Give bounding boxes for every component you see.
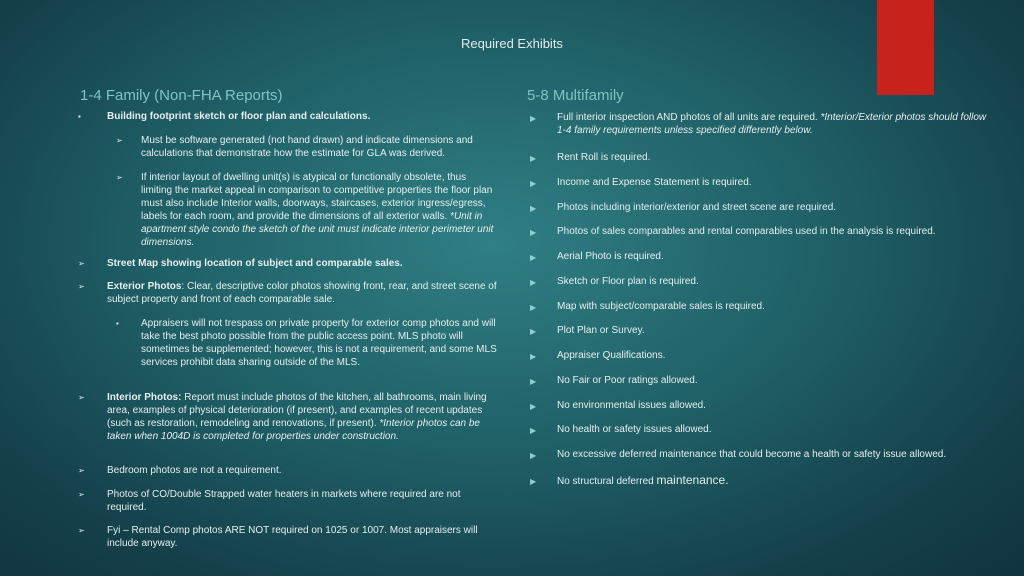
- arrow-bullet-icon: ➢: [78, 490, 85, 499]
- arrow-bullet-icon: ➢: [116, 136, 123, 145]
- item-text: Income and Expense Statement is required.: [557, 177, 752, 188]
- sub-bullet-interior-layout: [78, 171, 498, 249]
- bullet-rental-comp: [78, 524, 498, 550]
- slide-title: Required Exhibits: [461, 36, 563, 51]
- item-text: Photos including interior/exterior and street scene are required.: [557, 202, 837, 213]
- list-item: [527, 374, 1007, 387]
- sub-bullet-trespass: [78, 317, 498, 369]
- triangle-bullet-icon: ▶: [530, 228, 537, 237]
- item-text: Aerial Photo is required.: [557, 251, 664, 262]
- list-item: [527, 448, 1017, 461]
- arrow-bullet-icon: ➢: [78, 282, 85, 291]
- right-column-heading: 5-8 Multifamily: [527, 87, 624, 104]
- list-item: [527, 300, 1007, 313]
- list-item: [527, 474, 1007, 488]
- triangle-bullet-icon: ▶: [530, 204, 537, 213]
- bullet-text: Street Map showing location of subject and comparable sales.: [107, 258, 403, 269]
- arrow-bullet-icon: ➢: [78, 259, 85, 268]
- bullet-text: Bedroom photos are not a requirement.: [107, 465, 282, 476]
- bullet-text: Appraisers will not trespass on private property for exterior comp photos and will take the best photo possible from the public access point. MLS photo will sometimes be supplemented; however, this is not a requirement, and some MLS services prohibit data sharing outside of the MLS.: [141, 318, 497, 368]
- bullet-text: If interior layout of dwelling unit(s) is atypical or functionally obsolete, thus limiting the market appeal in comparison to competitive properties the floor plan must also include Interior walls, doorways, staircases, exterior ingress/egress, labels for each room, and provide the dimensions of all exterior walls.: [141, 172, 493, 222]
- bullet-italic-note: *Interior photos can be taken when 1004D is completed for properties under construction.: [107, 418, 480, 442]
- list-item: [527, 225, 1007, 238]
- triangle-bullet-icon: ▶: [530, 402, 537, 411]
- triangle-bullet-icon: ▶: [530, 303, 537, 312]
- bullet-text: Photos of CO/Double Strapped water heaters in markets where required are not required.: [107, 489, 461, 513]
- list-item: [527, 176, 1007, 189]
- bullet-label: Interior Photos:: [107, 392, 182, 403]
- arrow-bullet-icon: ➢: [78, 466, 85, 475]
- list-item: [527, 349, 1007, 362]
- bullet-label: Exterior Photos: [107, 281, 182, 292]
- bullet-text: Report must include photos of the kitchen, all bathrooms, main living area, examples of physical deterioration (if present), and examples of recent updates (such as restoration, remodeling and renovations, if present).: [107, 392, 487, 429]
- item-text: Full interior inspection AND photos of all units are required.: [557, 112, 821, 123]
- item-text: Plot Plan or Survey.: [557, 325, 645, 336]
- item-text-large: maintenance.: [656, 473, 729, 487]
- triangle-bullet-icon: ▶: [530, 154, 537, 163]
- sub-bullet-software: [78, 134, 498, 160]
- bullet-interior-photos: [78, 391, 498, 443]
- triangle-bullet-icon: ▶: [530, 426, 537, 435]
- bullet-text: Building footprint sketch or floor plan and calculations.: [107, 111, 371, 122]
- bullet-italic-note: *Unit in apartment style condo the sketch of the unit must indicate interior perimeter unit dimensions.: [141, 211, 494, 248]
- triangle-bullet-icon: ▶: [530, 477, 537, 486]
- triangle-bullet-icon: ▶: [530, 352, 537, 361]
- item-text: No environmental issues allowed.: [557, 400, 706, 411]
- item-italic-note: *Interior/Exterior photos should follow 1-4 family requirements unless specified differently below.: [557, 112, 987, 136]
- bullet-building-footprint: [78, 110, 498, 123]
- list-item: [527, 423, 1007, 436]
- list-item: [527, 275, 1007, 288]
- bullet-street-map: [78, 257, 498, 270]
- list-item: [527, 201, 1007, 214]
- square-bullet-icon: ▪: [116, 319, 119, 328]
- bullet-text: Must be software generated (not hand drawn) and indicate dimensions and calculations that demonstrate how the estimate for GLA was derived.: [141, 135, 473, 159]
- triangle-bullet-icon: ▶: [530, 377, 537, 386]
- bullet-text: : Clear, descriptive color photos showing front, rear, and street scene of subject property and front of each comparable sale.: [107, 281, 497, 305]
- item-text: No excessive deferred maintenance that could become a health or safety issue allowed.: [557, 449, 947, 460]
- item-text: No Fair or Poor ratings allowed.: [557, 375, 698, 386]
- bullet-exterior-photos: [78, 280, 498, 306]
- item-text: No structural deferred: [557, 476, 657, 487]
- bullet-text: Fyi – Rental Comp photos ARE NOT required on 1025 or 1007. Most appraisers will include anyway.: [107, 525, 478, 549]
- triangle-bullet-icon: ▶: [530, 451, 537, 460]
- bullet-bedroom-photos: [78, 464, 498, 477]
- triangle-bullet-icon: ▶: [530, 278, 537, 287]
- list-item: [527, 111, 997, 137]
- triangle-bullet-icon: ▶: [530, 253, 537, 262]
- item-text: Map with subject/comparable sales is required.: [557, 301, 765, 312]
- list-item: [527, 399, 1007, 412]
- list-item: [527, 151, 1007, 164]
- triangle-bullet-icon: ▶: [530, 114, 537, 123]
- triangle-bullet-icon: ▶: [530, 327, 537, 336]
- item-text: No health or safety issues allowed.: [557, 424, 712, 435]
- arrow-bullet-icon: ➢: [116, 173, 123, 182]
- bullet-water-heaters: [78, 488, 498, 514]
- list-item: [527, 324, 1007, 337]
- triangle-bullet-icon: ▶: [530, 179, 537, 188]
- item-text: Sketch or Floor plan is required.: [557, 276, 699, 287]
- square-bullet-icon: ▪: [78, 112, 81, 121]
- left-column-heading: 1-4 Family (Non-FHA Reports): [80, 87, 283, 104]
- item-text: Appraiser Qualifications.: [557, 350, 666, 361]
- item-text: Rent Roll is required.: [557, 152, 651, 163]
- item-text: Photos of sales comparables and rental comparables used in the analysis is required.: [557, 226, 936, 237]
- arrow-bullet-icon: ➢: [78, 526, 85, 535]
- arrow-bullet-icon: ➢: [78, 393, 85, 402]
- list-item: [527, 250, 1007, 263]
